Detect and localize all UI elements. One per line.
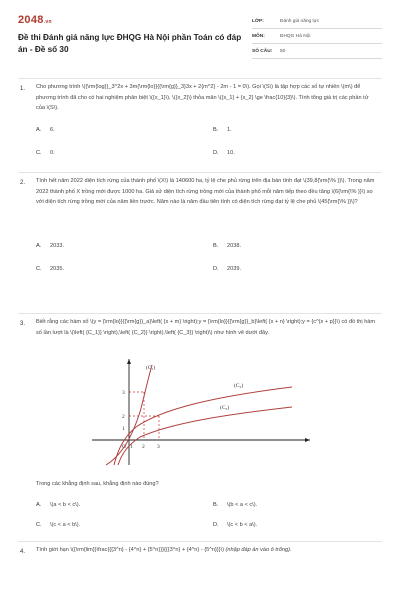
question-number: 3. [20, 321, 26, 327]
x-tick-label: 1 [130, 444, 133, 450]
question-instruction: (nhập đáp án vào ô trống). [224, 547, 292, 553]
option-c[interactable]: C. 2035. [36, 266, 64, 272]
x-tick-label: 2 [142, 444, 145, 450]
question-4 [18, 541, 382, 600]
exam-meta-table [252, 14, 382, 59]
x-tick-label: 3 [157, 444, 160, 450]
option-a[interactable]: A. 6. [36, 127, 55, 133]
meta-key: LỚP: [252, 18, 264, 24]
y-tick-label: 2 [122, 414, 125, 420]
y-axis-arrow-icon [127, 359, 131, 364]
question-text: Cho phương trình \({\rm{log}}_3^2x + 3m{\rm{lo}}{{\rm{g}}_3}3x + 2{m^2} - 2m - 1 = 0\). Gọi \(S\) là tập hợp các số tự nhiên \(m\) để phương trình đã cho có hai nghiệm phân biệt \({x_1}\), \({x_2}\) thỏa mãn \({x_1} + {x_2} \ge \frac{10}{3}\). Tính tổng giá trị các phần tử của \(S\). [36, 84, 369, 112]
x-axis-arrow-icon [305, 438, 310, 442]
meta-value: 50 [280, 48, 286, 54]
option-c[interactable]: C. \(c < a < b\). [36, 522, 81, 528]
curve-c2 [114, 387, 292, 465]
question-2 [18, 172, 382, 312]
option-b[interactable]: B. 1. [213, 127, 232, 133]
question-1 [18, 78, 382, 180]
exam-title: Đề thi Đánh giá năng lực ĐHQG Hà Nội phần Toán có đáp án - Đề số 30 [18, 33, 242, 54]
option-a[interactable]: A. 2033. [36, 243, 64, 249]
site-logo[interactable]: 2048.vn [18, 14, 52, 26]
meta-row-count [252, 44, 382, 59]
option-d[interactable]: D. \(c < b < a\). [213, 522, 258, 528]
option-d[interactable]: D. 10. [213, 150, 235, 156]
option-c[interactable]: C. 0. [36, 150, 55, 156]
y-tick-label: 1 [122, 426, 125, 432]
function-graph [92, 357, 312, 467]
curve-label-c2: (C₂) [234, 383, 244, 389]
page-header [18, 8, 382, 74]
meta-row-class [252, 14, 382, 29]
origin-label: O [122, 444, 126, 450]
option-a[interactable]: A. \(a < b < c\). [36, 502, 81, 508]
option-d[interactable]: D. 2039. [213, 266, 241, 272]
meta-row-subject [252, 29, 382, 44]
question-number: 2. [20, 180, 26, 186]
meta-key: SỐ CÂU: [252, 48, 273, 54]
meta-value: ĐHQG Hà Nội [280, 33, 311, 39]
curve-label-c3: (C₃) [220, 405, 230, 411]
question-number: 1. [20, 86, 26, 92]
question-text: Tính hết năm 2022 diện tích rừng của thành phố \(X\) là 140600 ha, tỷ lệ che phủ rừng trên địa bàn tính đạt \(39,8{\rm{\% }}\). Trong năm 2022 thành phố X trồng mới được 1000 ha. Giả sử diện tích rừng trồng mới của thành phố mỗi năm tiếp theo đều tăng \(6{\rm{\% }}\) so với diện tích rừng trồng mới của năm liền trước. Năm nào là năm đầu tiên tính có diện tích rừng đạt tỷ lệ che phủ \(45{\rm{\% }}\)? [36, 178, 375, 206]
option-b[interactable]: B. \(b < a < c\). [213, 502, 258, 508]
y-tick-label: 3 [122, 390, 125, 396]
question-number: 4. [20, 549, 26, 555]
meta-value: Đánh giá năng lực [280, 18, 320, 24]
option-b[interactable]: B. 2038. [213, 243, 241, 249]
question-prompt: Trong các khẳng định sau, khẳng định nào đúng? [36, 481, 159, 487]
question-text: Tính giới hạn \({\rm{lim}}\frac{{{3^n} - {4^n} + {5^n}}}{{{3^n} + {4^n} - {5^n}}}\) (nhập đáp án vào ô trống). [36, 547, 292, 553]
curve-label-c1: (C₁) [146, 365, 156, 371]
question-text: Biết rằng các hàm số \(y = {\rm{lo}}{{\rm{g}}_a}\left( {x + m} \right);y = {\rm{lo}}{{\rm{g}}_b}\left( {x + n} \right);y = {c^{x + p}}\) có đồ thị hàm số lần lượt là \(\left( {C_1}} \right),\left( {C_2}} \right),\left( {C_3}} \right)\) như hình vẽ dưới đây. [36, 319, 376, 336]
meta-key: MÔN: [252, 33, 265, 39]
